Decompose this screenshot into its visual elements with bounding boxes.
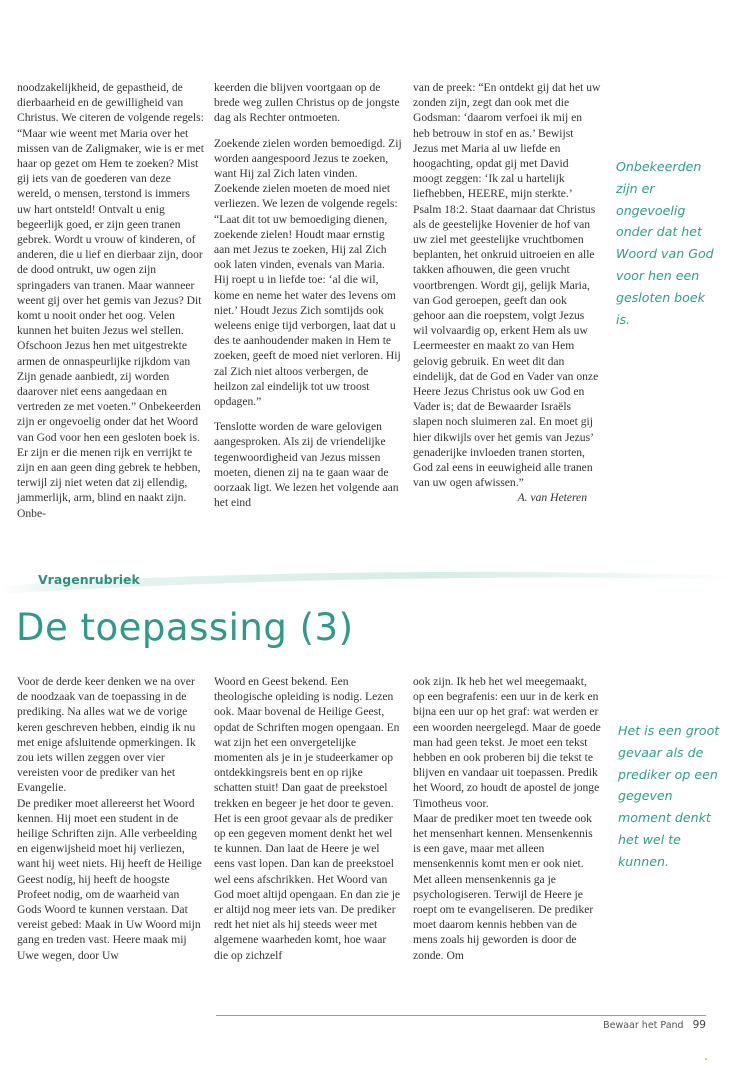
top-article-column-3 <box>413 80 601 506</box>
paragraph: ook zijn. Ik heb het wel meegemaakt, op een begrafenis: een uur in de kerk en bijna een uur op het graf: wat werden er een woorden neergelegd. Maar de goede man had geen tekst. Je moet een tekst hebben en ook proberen bij die tekst te blijven en vandaar uit toepassen. Predik het Woord, zo houdt de apostel de jonge Timotheus voor. <box>413 675 601 810</box>
paragraph: van de preek: “En ontdekt gij dat het uw zonden zijn, zegt dan ook met die Godsman: ‘daarom verfoei ik mij en heb betrouw in stof en as.’ Bewijst Jezus met Maria al uw liefde en hoogachting, opdat gij met David moogt zeggen: ‘Ik zal u hartelijk liefhebben, HEERE, mijn sterkte.’ Psalm 18:2. Staat daarnaar dat Christus als de geestelijke Hovenier de hof van uw ziel met geestelijke vruchtbomen beplanten, het onkruid uitroeien en alle takken afhouwen, die geen vrucht voortbrengen. Wordt gij, gelijk Maria, van God geroepen, geeft dan ook gehoor aan die roepstem, volgt Jezus wil volvaardig op, erkent Hem als uw Leermeester en maakt zo van Hem gelovig gebruik. En weet dit dan eindelijk, dat de God en Vader van onze Heere Jezus Christus ook uw God en Vader is; dat de Bewaarder Israëls slapen noch sluimeren zal. En moet gij hier dikwijls over het gemis van Jezus’ genaderijke invloeden tranen storten, God zal eens in eeuwigheid alle tranen van uw ogen afwissen.” <box>413 81 601 490</box>
article-title: De toepassing (3) <box>16 606 354 649</box>
paragraph: noodzakelijkheid, de gepastheid, de dierbaarheid en de gewilligheid van Christus. We citeren de volgende regels: “Maar wie weent met Maria over het missen van de Zaligmaker, wie is er met haar op gezet om Hem te zoeken? Mist gij iets van de goederen van deze wereld, o mensen, terstond is immers uw hart ontsteld! Ontvalt u enig begeerlijk goed, er zijn geen tranen gebrek. Wordt u vrouw of kinderen, of anderen, die u lief en dierbaar zijn, door de dood ontrukt, uw ogen zijn springaders van tranen. Maar wanneer weent gij over het gemis van Jezus? Dit komt u nooit onder het oog. Velen kunnen het buiten Jezus wel stellen. Ofschoon Jezus hen met uitgestrekte armen de onnaspeurlijke rijkdom van Zijn genade aanbiedt, zij worden daarover niet eens aangedaan en vertreden ze met voeten.” Onbekeerden zijn er ongevoelig onder dat het Woord van God voor hen een gesloten boek is. Er zijn er die menen rijk en verrijkt te zijn en aan geen ding gebrek te hebben, terwijl zij niet weten dat zij ellendig, jammerlijk, arm, blind en naakt zijn. Onbe- <box>17 81 204 520</box>
paragraph: Woord en Geest bekend. Een theologische opleiding is nodig. Lezen ook. Maar bovenal de Heilige Geest, opdat de Schriften mogen opengaan. En wat zijn het een onvergetelijke momenten als je in je studeerkamer op ontdekkingsreis bent en op rijke schatten stuit! Dan gaat de preekstoel trekken en begeer je het door te geven. <box>214 675 400 810</box>
paragraph: Zoekende zielen worden bemoedigd. Zij worden aangespoord Jezus te zoeken, want Hij zal Zich laten vinden. Zoekende zielen moeten de moed niet verliezen. We lezen de volgende regels: “Laat dit tot uw bemoediging dienen, zoekende zielen! Houdt maar ernstig aan met Jezus te zoeken, Hij zal Zich ook laten vinden, evenals van Maria. Hij roept u in liefde toe: ‘al die wil, kome en neme het water des levens om niet.’ Houdt Jezus Zich somtijds ook weleens enige tijd verborgen, laat dat u des te aanhoudender maken in Hem te zoeken, geeft de moed niet verloren. Hij zal Zich niet altoos verbergen, de heilzon zal eindelijk tot uw troost opdagen.” <box>214 136 402 409</box>
author-signature: A. van Heteren <box>517 491 587 505</box>
paragraph: Het is een groot gevaar als de prediker op een gegeven moment denkt het wel te kunnen. Dan laat de Heere je wel eens vast lopen. Dan kan de preekstoel wel eens afschrikken. Het Woord van God moet altijd opengaan. En dan zie je er altijd nog meer iets van. De prediker redt het niet als hij steeds weer met algemene waarheden komt, hoe waar die op zichzelf <box>214 811 401 962</box>
page-footer <box>603 1019 706 1031</box>
top-article-column-2 <box>214 80 402 510</box>
section-rubric: Vragenrubriek <box>38 572 140 587</box>
bottom-article-column-3 <box>413 674 601 963</box>
footer-divider <box>216 1015 706 1016</box>
decorative-dot <box>705 1058 707 1060</box>
paragraph: De prediker moet allereerst het Woord kennen. Hij moet een student in de heilige Schriften zijn. Alle verbeelding en eigenwijsheid moet hij verliezen, want hij weet niets. Hij heeft de Heilige Geest nodig, hij heeft de hoogste Profeet nodig, om de waarheid van Gods Woord te kunnen verstaan. Dat vereist gebed: Maak in Uw Woord mijn gang en treden vast. Heere maak mij Uwe wegen, door Uw <box>17 796 202 962</box>
pull-quote-top: Onbekeerden zijn er ongevoelig onder dat het Woord van God voor hen een gesloten boek is. <box>616 159 714 327</box>
top-article-column-1 <box>17 80 205 521</box>
paragraph: Tenslotte worden de ware gelovigen aangesproken. Als zij de vriendelijke tegenwoordigheid van Jezus missen moeten, dienen zij na te gaan waar de oorzaak ligt. We lezen het volgende aan het eind <box>214 420 399 510</box>
bottom-article-column-2 <box>214 674 402 963</box>
paragraph: keerden die blijven voortgaan op de brede weg zullen Christus op de jongste dag als Rechter ontmoeten. <box>214 81 400 125</box>
paragraph: Maar de prediker moet ten tweede ook het mensenhart kennen. Mensenkennis is een gave, maar met alleen mensenkennis komt men er ook niet. Met alleen mensenkennis ga je psychologiseren. Terwijl de Heere je roept om te evangeliseren. De prediker moet daarom kennis hebben van de mens zoals hij geworden is door de zonde. Om <box>413 811 594 962</box>
paragraph: Voor de derde keer denken we na over de noodzaak van de toepassing in de prediking. Na alles wat we de vorige keren geschreven hebben, eindig ik nu met enige afsluitende opmerkingen. Ik zou iets willen zeggen over vier vereisten voor de prediker van het Evangelie. <box>17 675 196 795</box>
pull-quote-bottom: Het is een groot gevaar als de prediker op een gegeven moment denkt het wel te kunnen. <box>618 723 720 869</box>
magazine-name: Bewaar het Pand <box>603 1020 684 1031</box>
page-number: 99 <box>692 1019 706 1031</box>
bottom-article-column-1 <box>17 674 205 963</box>
